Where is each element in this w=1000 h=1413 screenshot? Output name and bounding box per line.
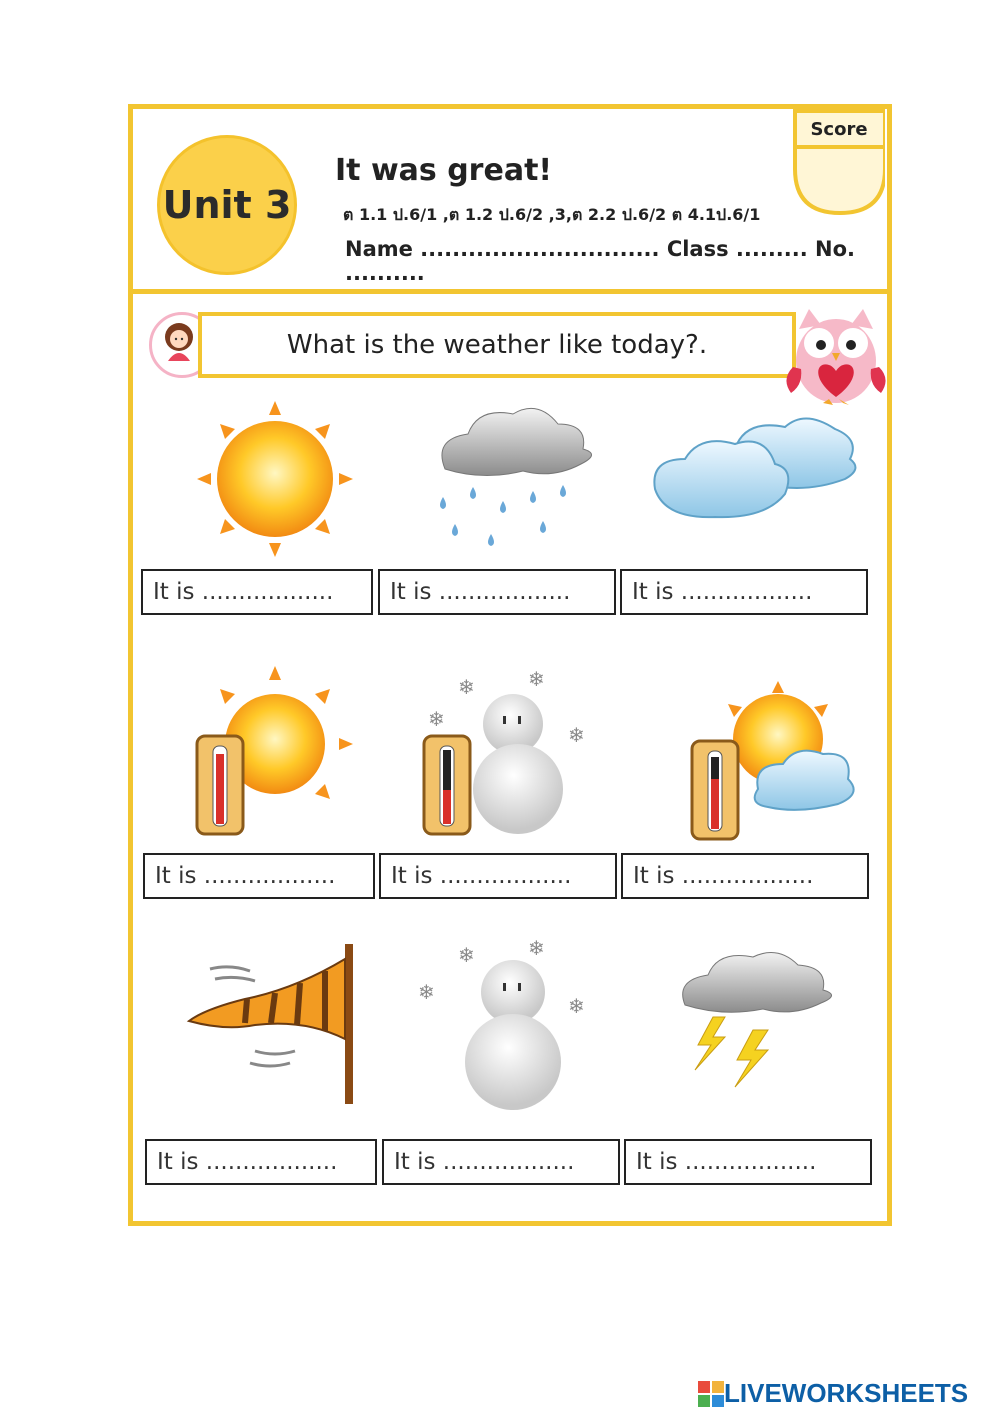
- unit-badge: [157, 135, 297, 275]
- liveworksheets-logo: [698, 1378, 968, 1409]
- logo-text: LIVEWORKSHEETS: [724, 1378, 969, 1408]
- svg-text:❄: ❄: [568, 994, 585, 1018]
- answer-box-5[interactable]: It is ..................: [379, 853, 617, 899]
- answer-box-8[interactable]: It is ..................: [382, 1139, 620, 1185]
- answer-box-2[interactable]: It is ..................: [378, 569, 616, 615]
- worksheet-title: It was great!: [335, 153, 553, 188]
- svg-text:❄: ❄: [568, 723, 585, 747]
- svg-text:❄: ❄: [458, 943, 475, 967]
- hot-sun-thermometer-icon: [185, 664, 365, 824]
- worksheet-frame: [128, 104, 892, 1226]
- answer-box-6[interactable]: It is ..................: [621, 853, 869, 899]
- question-banner: [198, 312, 796, 378]
- windsock-icon: [185, 939, 365, 1099]
- svg-text:❄: ❄: [528, 667, 545, 691]
- unit-label: Unit 3: [162, 183, 292, 227]
- svg-text:❄: ❄: [418, 980, 435, 1004]
- cold-snowman-thermometer-icon: [418, 664, 598, 824]
- snowman-icon: [418, 937, 598, 1097]
- storm-cloud-icon: [673, 945, 853, 1105]
- svg-text:❄: ❄: [458, 675, 475, 699]
- answer-box-1[interactable]: It is ..................: [141, 569, 373, 615]
- svg-text:❄: ❄: [428, 707, 445, 731]
- score-label: Score: [810, 119, 868, 140]
- liveworksheets-logo-icon: [698, 1381, 724, 1407]
- score-box: [793, 109, 885, 209]
- sun-icon: [185, 399, 365, 559]
- answer-box-3[interactable]: It is ..................: [620, 569, 868, 615]
- owl-icon: [781, 299, 891, 409]
- answer-box-7[interactable]: It is ..................: [145, 1139, 377, 1185]
- header-divider: [133, 289, 887, 294]
- warm-sun-cloud-thermometer-icon: [678, 679, 868, 839]
- curriculum-standards: ต 1.1 ป.6/1 ,ต 1.2 ป.6/2 ,3,ต 2.2 ป.6/2 ต 4.1ป.6/1: [343, 205, 761, 224]
- svg-text:❄: ❄: [528, 937, 545, 960]
- question-text: What is the weather like today?.: [286, 330, 708, 360]
- answer-box-4[interactable]: It is ..................: [143, 853, 375, 899]
- clouds-icon: [645, 399, 865, 559]
- rain-cloud-icon: [423, 399, 603, 559]
- answer-box-9[interactable]: It is ..................: [624, 1139, 872, 1185]
- student-info-line: Name .............................. Class ......... No. ..........: [345, 237, 855, 285]
